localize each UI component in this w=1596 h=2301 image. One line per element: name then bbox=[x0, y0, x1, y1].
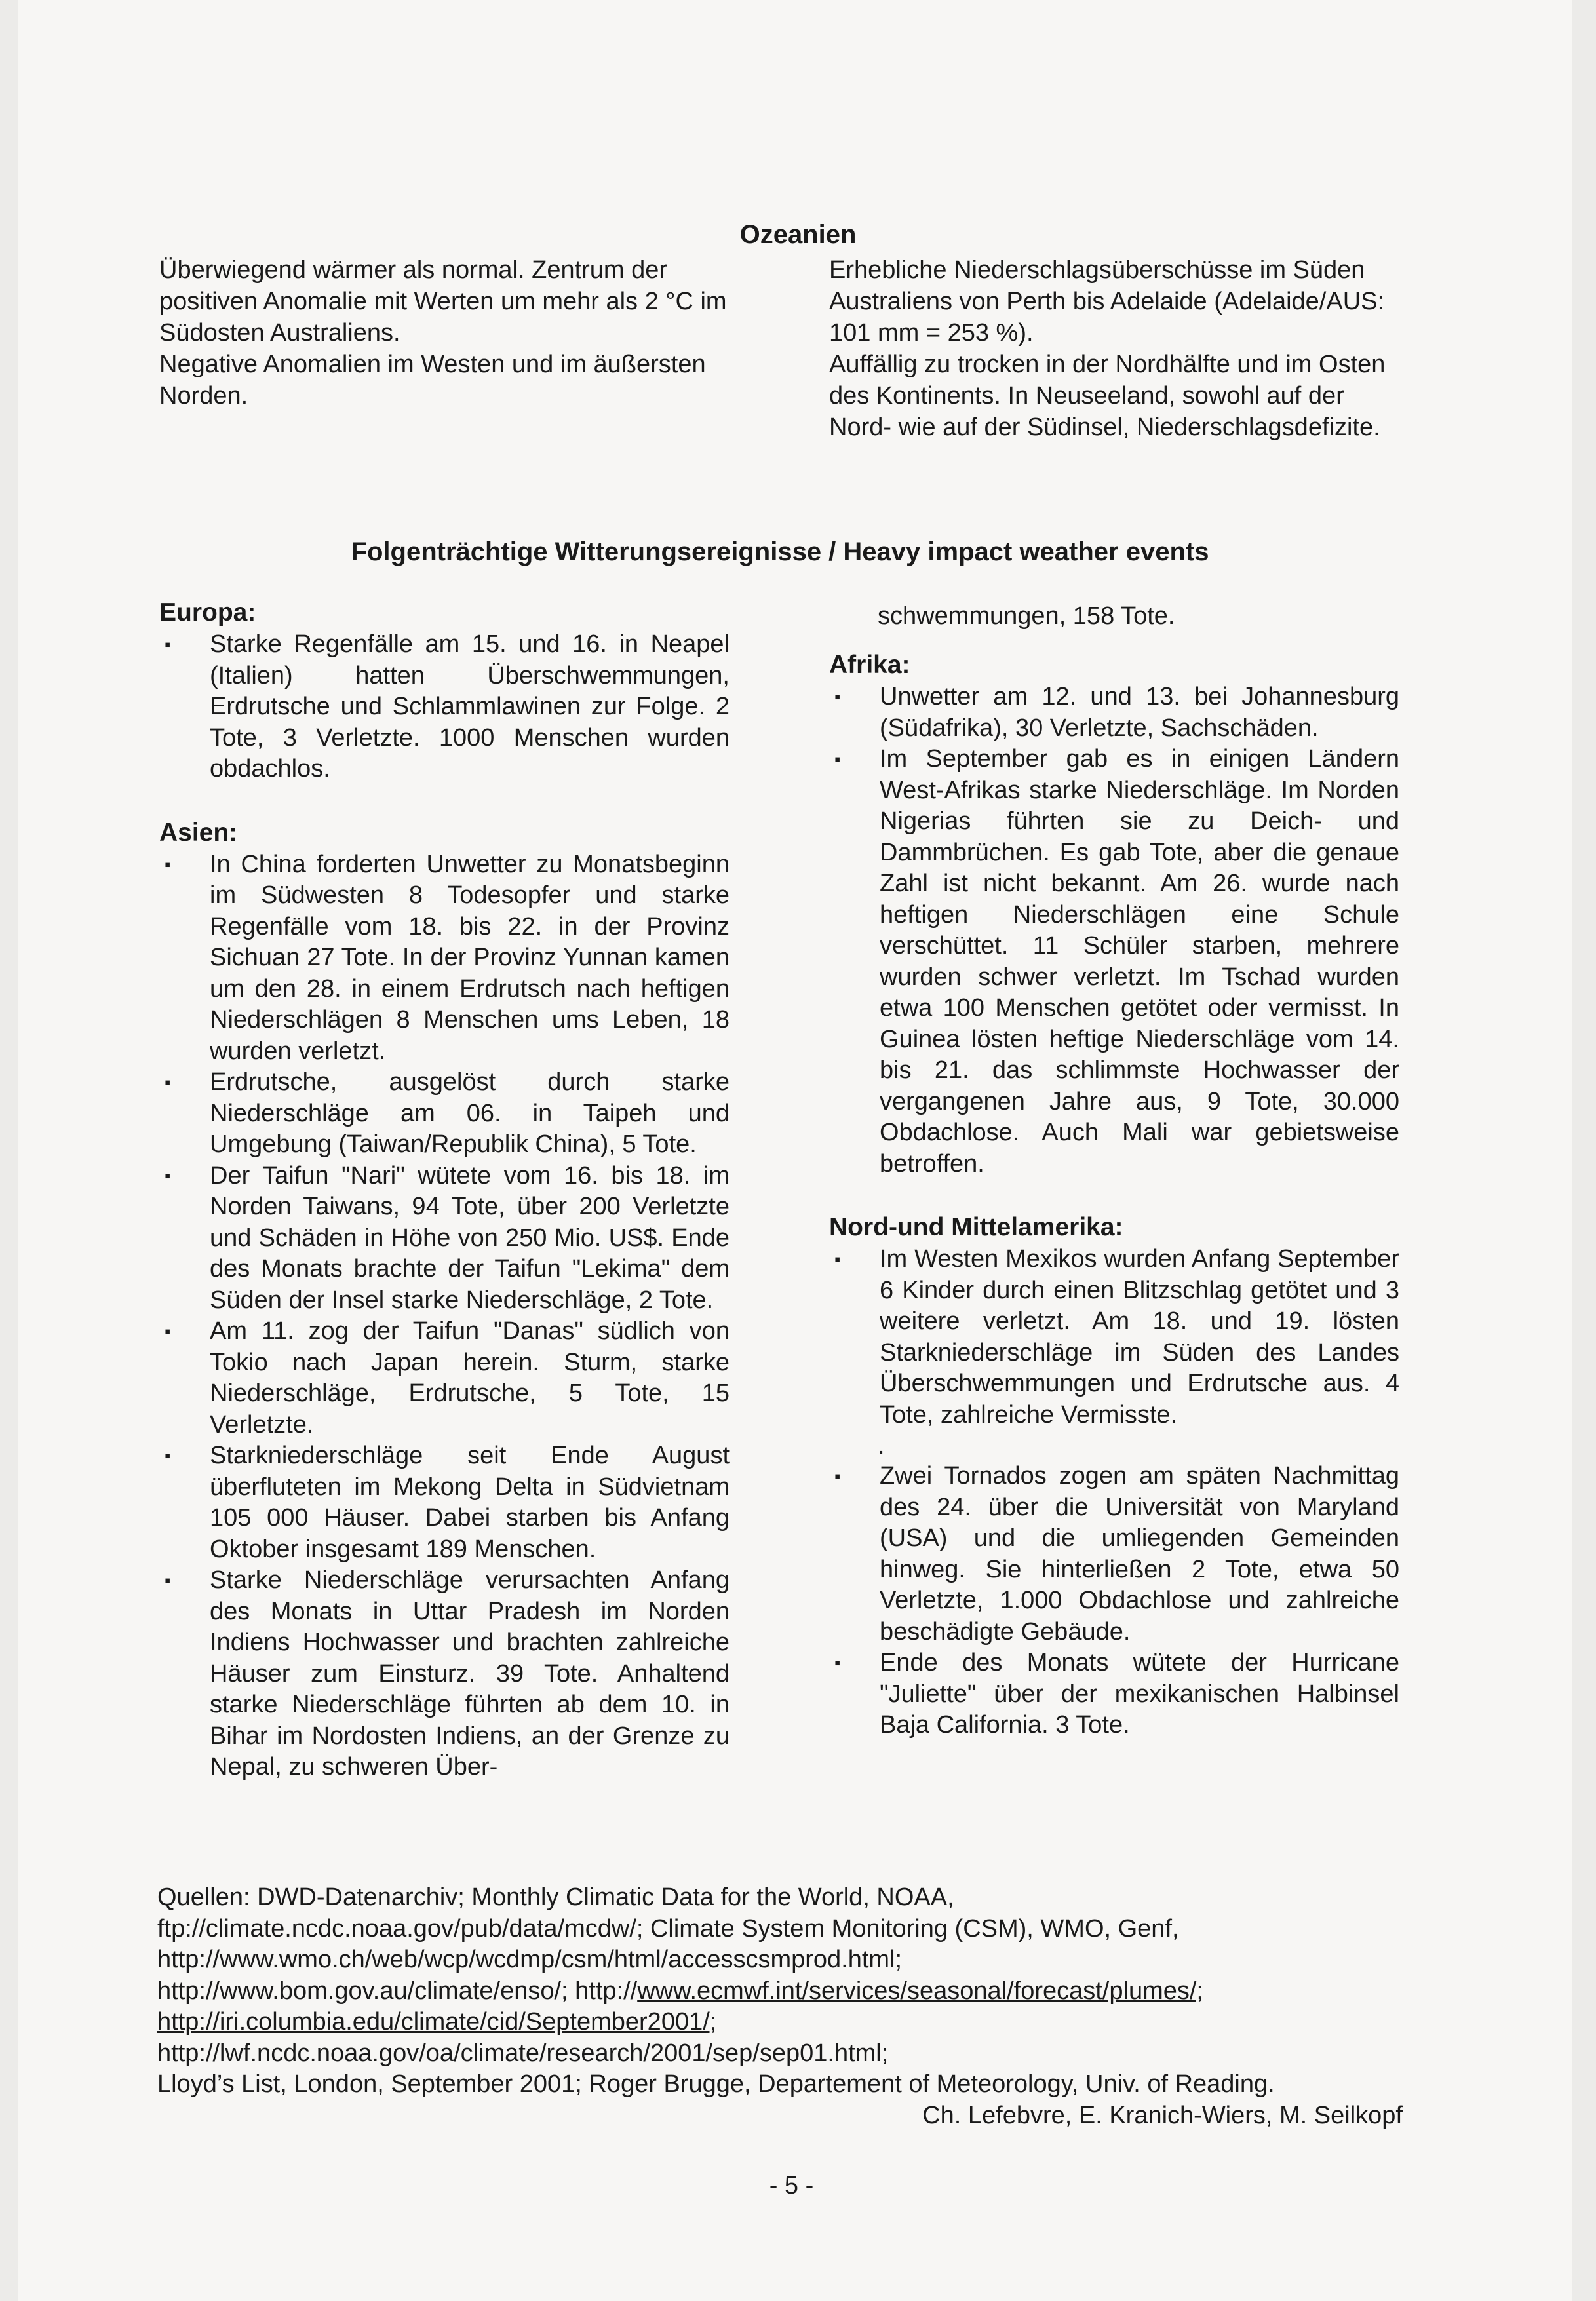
authors: Ch. Lefebvre, E. Kranich-Wiers, M. Seilkopf bbox=[922, 2101, 1403, 2129]
spacer bbox=[829, 632, 1399, 649]
region-heading-nordamerika: Nord-und Mittelamerika: bbox=[829, 1213, 1123, 1241]
section-title-oceania: Ozeanien bbox=[739, 220, 857, 249]
nordamerika-event-list bbox=[829, 1244, 1399, 1431]
afrika-event-list bbox=[829, 682, 1399, 1180]
sources-line: http://lwf.ncdc.noaa.gov/oa/climate/research/2001/sep/sep01.html; bbox=[157, 2039, 889, 2067]
event-item: ▪ Unwetter am 12. und 13. bei Johannesburg (Südafrika), 30 Verletzte, Sachschäden. bbox=[829, 682, 1399, 744]
event-item: ▪ Ende des Monats wütete der Hurricane "Juliette" über der mexikanischen Halbinsel Baja California. 3 Tote. bbox=[829, 1648, 1399, 1741]
event-item: ▪ Erdrutsche, ausgelöst durch starke Niederschläge am 06. in Taipeh und Umgebung (Taiwan/Republik China), 5 Tote. bbox=[159, 1067, 730, 1161]
asien-event-list bbox=[159, 849, 730, 1783]
events-left-column bbox=[159, 596, 730, 1783]
sources-line: http://www.wmo.ch/web/wcp/wcdmp/csm/html/accesscsmprod.html; bbox=[157, 1946, 903, 1973]
region-heading-europa: Europa: bbox=[159, 598, 256, 627]
event-item: ▪ Starkniederschläge seit Ende August überfluteten im Mekong Delta in Südvietnam 105 000 Häuser. Dabei starben bis Anfang Oktober insgesamt 189 Menschen. bbox=[159, 1441, 730, 1565]
region-heading-asien: Asien: bbox=[159, 818, 238, 847]
event-item: ▪ Starke Regenfälle am 15. und 16. in Neapel (Italien) hatten Überschwemmungen, Erdrutsche und Schlammlawinen zur Folge. 2 Tote, 3 Verletzte. 1000 Menschen wurden obdachlos. bbox=[159, 629, 730, 785]
source-link-ecmwf[interactable]: www.ecmwf.int/services/seasonal/forecast/plumes/; bbox=[637, 1977, 1203, 2005]
oceania-left-paragraph: Überwiegend wärmer als normal. Zentrum der positiven Anomalie mit Werten um mehr als 2 °C im Südosten Australiens. bbox=[159, 256, 727, 347]
oceania-temperature-text bbox=[159, 254, 749, 412]
stray-dot: . bbox=[878, 1432, 885, 1460]
oceania-right-paragraph: Erhebliche Niederschlagsüberschüsse im Süden Australiens von Perth bis Adelaide (Adelaide/AUS: 101 mm = 253 %). bbox=[829, 256, 1385, 347]
nordamerika-event-list-continued bbox=[829, 1461, 1399, 1741]
event-item: ▪ Im Westen Mexikos wurden Anfang September 6 Kinder durch einen Blitzschlag getötet und 3 weitere verletzt. Am 18. und 19. lösten Starkniederschläge im Süden des Landes Überschwemmungen und Erdrutsche aus. 4 Tote, zahlreiche Vermisste. bbox=[829, 1244, 1399, 1431]
page-number: - 5 - bbox=[769, 2172, 814, 2199]
event-item: ▪ Zwei Tornados zogen am späten Nachmittag des 24. über die Universität von Maryland (USA) und die umliegenden Gemeinden hinweg. Sie hinterließen 2 Tote, etwa 50 Verletzte, 1.000 Obdachlose und zahlreiche beschädigte Gebäude. bbox=[829, 1461, 1399, 1648]
sources-line: Quellen: DWD-Datenarchiv; Monthly Climatic Data for the World, NOAA, bbox=[157, 1884, 954, 1911]
spacer bbox=[829, 1180, 1399, 1211]
event-item: ▪ Im September gab es in einigen Ländern West-Afrikas starke Niederschläge. Im Norden Nigerias führten sie zu Deich- und Dammbrüchen. Es gab Tote, aber die genaue Zahl ist nicht bekannt. Am 26. wurde nach heftigen Niederschlägen eine Schule verschüttet. 11 Schüler starben, mehrere wurden schwer verletzt. Im Tschad wurden etwa 100 Menschen getötet oder vermisst. In Guinea lösten heftige Niederschläge vom 14. bis 21. das schlimmste Hochwasser der vergangenen Jahre aus, 9 Tote, 30.000 Obdachlose. Auch Mali war gebietsweise betroffen. bbox=[829, 744, 1399, 1180]
sources-line: ftp://climate.ncdc.noaa.gov/pub/data/mcdw/; Climate System Monitoring (CSM), WMO, Genf, bbox=[157, 1914, 1179, 1943]
source-link-iri[interactable]: http://iri.columbia.edu/climate/cid/September2001/; bbox=[157, 2008, 717, 2036]
europa-event-list bbox=[159, 629, 730, 785]
events-right-column bbox=[829, 600, 1399, 1741]
sources-line: Lloyd’s List, London, September 2001; Roger Brugge, Departement of Meteorology, Univ. of Reading. bbox=[157, 2070, 1275, 2098]
sources-line bbox=[157, 1976, 1403, 2007]
source-link-bom[interactable]: http://www.bom.gov.au/climate/enso/; http:// bbox=[157, 1977, 638, 2005]
spacer bbox=[159, 785, 730, 817]
asien-continuation: schwemmungen, 158 Tote. bbox=[878, 602, 1175, 630]
oceania-right-paragraph: Auffällig zu trocken in der Nordhälfte und im Osten des Kontinents. In Neuseeland, sowohl auf der Nord- wie auf der Südinsel, Niederschlagsdefizite. bbox=[829, 351, 1386, 441]
oceania-left-paragraph: Negative Anomalien im Westen und im äußersten Norden. bbox=[159, 351, 706, 410]
oceania-precipitation-text bbox=[829, 254, 1406, 443]
event-item: ▪ In China forderten Unwetter zu Monatsbeginn im Südwesten 8 Todesopfer und starke Regenfälle vom 18. bis 22. in der Provinz Sichuan 27 Tote. In der Provinz Yunnan kamen um den 28. in einem Erdrutsch nach heftigen Niederschlägen 8 Menschen ums Leben, 18 wurden verletzt. bbox=[159, 849, 730, 1068]
sources-block bbox=[157, 1882, 1403, 2131]
region-heading-afrika: Afrika: bbox=[829, 651, 910, 679]
event-item: ▪ Am 11. zog der Taifun "Danas" südlich von Tokio nach Japan herein. Sturm, starke Niederschläge, Erdrutsche, 5 Tote, 15 Verletzte. bbox=[159, 1316, 730, 1441]
event-item: ▪ Der Taifun "Nari" wütete vom 16. bis 18. im Norden Taiwans, 94 Tote, über 200 Verletzte und Schäden in Höhe von 250 Mio. US$. Ende des Monats brachte der Taifun "Lekima" dem Süden der Insel starke Niederschläge, 2 Tote. bbox=[159, 1161, 730, 1317]
event-item: ▪ Starke Niederschläge verursachten Anfang des Monats in Uttar Pradesh im Norden Indiens Hochwasser und brachten zahlreiche Häuser zum Einsturz. 39 Tote. Anhaltend starke Niederschläge führten ab dem 10. in Bihar im Nordosten Indiens, an der Grenze zu Nepal, zu schweren Über- bbox=[159, 1565, 730, 1783]
section-title-events: Folgenträchtige Witterungsereignisse / Heavy impact weather events bbox=[351, 537, 1209, 566]
